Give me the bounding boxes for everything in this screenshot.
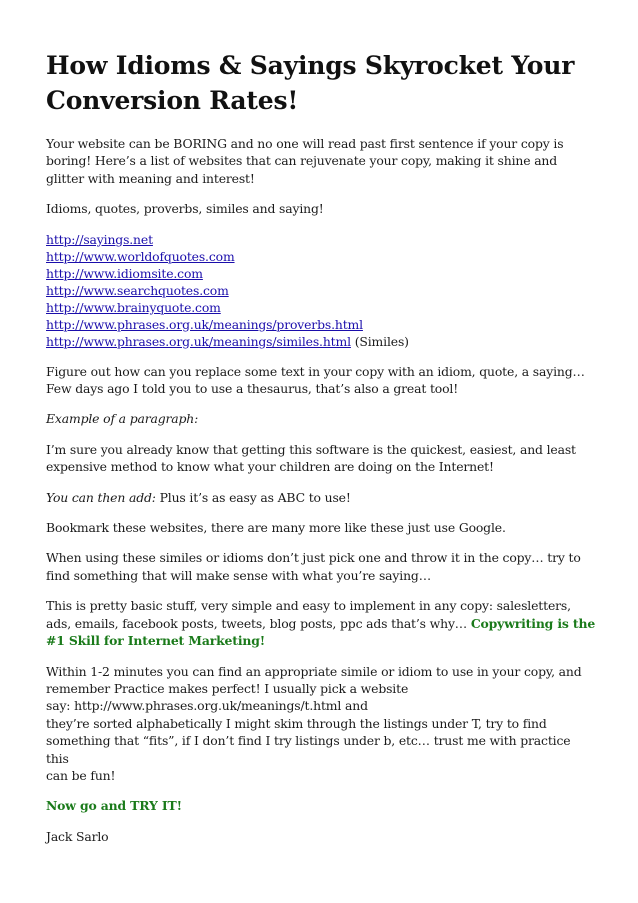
when-using-paragraph: When using these similes or idioms don’t just pick one and throw it in the copy… try to find something that will make sense with what you’re saying…: [46, 550, 581, 583]
link-list: [46, 231, 596, 350]
article: [46, 48, 596, 858]
basic-stuff-paragraph: [46, 597, 596, 649]
then-add-label: You can then add:: [46, 489, 156, 505]
link-brainyquote[interactable]: http://www.brainyquote.com: [46, 299, 221, 315]
within-line: say: http://www.phrases.org.uk/meanings/t.html and: [46, 698, 368, 714]
example-label-text: Example of a paragraph:: [46, 411, 199, 427]
example-paragraph: I’m sure you already know that getting this software is the quickest, easiest, and least expensive method to know what your children are doing on the Internet!: [46, 441, 576, 475]
figure-out-paragraph: Figure out how can you replace some text in your copy with an idiom, quote, a saying… Few days ago I told you to use a thesaurus, that’s also a great tool!: [46, 363, 585, 397]
within-line: can be fun!: [46, 767, 116, 783]
link-list-item: [46, 231, 596, 248]
link-searchquotes[interactable]: http://www.searchquotes.com: [46, 282, 229, 298]
link-worldofquotes[interactable]: http://www.worldofquotes.com: [46, 248, 235, 264]
link-list-item: [46, 282, 596, 299]
list-heading: Idioms, quotes, proverbs, similes and saying!: [46, 201, 324, 217]
within-minutes-paragraph: [46, 663, 596, 785]
intro-paragraph: Your website can be BORING and no one will read past first sentence if your copy is boring! Here’s a list of websites that can rejuvenate your copy, making it shine and glitter with meaning and interest!: [46, 136, 564, 186]
link-phrases-similes[interactable]: http://www.phrases.org.uk/meanings/similes.html: [46, 333, 351, 349]
link-list-item: [46, 316, 596, 333]
author-signature: Jack Sarlo: [46, 828, 109, 844]
link-note: (Similes): [350, 333, 409, 349]
bookmark-paragraph: Bookmark these websites, there are many more like these just use Google.: [46, 520, 506, 536]
example-label: [46, 410, 596, 427]
link-list-item: [46, 265, 596, 282]
link-list-item: [46, 299, 596, 316]
copywriting-highlight: Copywriting is the #1 Skill for Internet Marketing!: [46, 615, 596, 649]
within-line: Within 1-2 minutes you can find an appropriate simile or idiom to use in your copy, and: [46, 663, 582, 679]
call-to-action: Now go and TRY IT!: [46, 798, 182, 814]
link-list-item: [46, 333, 596, 350]
basic-stuff-text: This is pretty basic stuff, very simple and easy to implement in any copy: salesletters, ads, emails, facebook posts, tweets, blog posts, ppc ads that’s why…: [46, 598, 571, 631]
article-title: How Idioms & Sayings Skyrocket Your Conversion Rates!: [46, 51, 575, 115]
link-sayings[interactable]: http://sayings.net: [46, 231, 153, 247]
then-add-text: Plus it’s as easy as ABC to use!: [155, 489, 351, 505]
link-list-item: [46, 248, 596, 265]
within-line: something that “fits”, if I don’t find I try listings under b, etc… trust me with practice this: [46, 733, 571, 766]
link-idiomsite[interactable]: http://www.idiomsite.com: [46, 265, 203, 281]
link-phrases-proverbs[interactable]: http://www.phrases.org.uk/meanings/proverbs.html: [46, 316, 363, 332]
within-line: they’re sorted alphabetically I might skim through the listings under T, try to find: [46, 715, 547, 731]
then-add-paragraph: [46, 489, 596, 506]
within-line: remember Practice makes perfect! I usually pick a website: [46, 680, 409, 696]
